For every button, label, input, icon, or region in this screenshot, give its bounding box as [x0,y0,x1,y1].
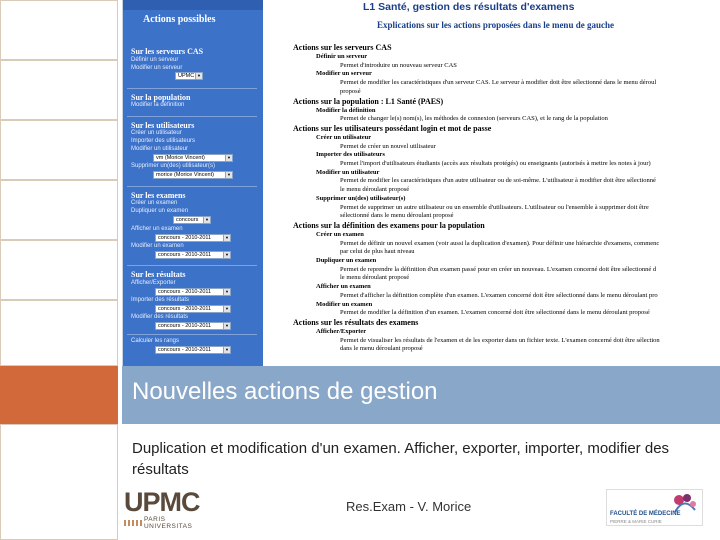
sidebar-section-users: Sur les utilisateurs [131,121,195,130]
help-description: Permet de modifier les caractéristiques d'un serveur CAS. Le serveur à modifier doit être sélectionné dans le menu déroul [340,79,657,87]
chevron-down-icon: ▼ [225,172,232,178]
help-action-title: Dupliquer un examen [316,257,377,264]
chevron-down-icon: ▼ [223,306,230,312]
delete-user-select-value: morice (Morice Vincent) [156,172,214,178]
sidebar-link-define-server[interactable]: Définir un serveur [131,57,179,63]
help-section-heading: Actions sur la définition des examens pour la population [293,220,485,230]
slide-footer: Res.Exam - V. Morice [346,499,472,514]
help-action-title: Afficher un examen [316,283,371,291]
decor-cell [0,180,118,240]
upmc-logo [124,487,216,530]
help-description: dans le menu déroulant proposé [340,345,423,353]
sidebar-divider [127,186,257,187]
sidebar-link-modify-results[interactable]: Modifier des résultats [131,314,189,320]
help-description: proposé [340,87,361,95]
sidebar-divider [127,88,257,89]
sidebar-link-create-user[interactable]: Créer un utilisateur [131,130,182,136]
slide-title-band [122,366,720,424]
sidebar-link-show-exam[interactable]: Afficher un examen [131,226,183,232]
logo-stripes-icon [124,520,142,526]
delete-user-select[interactable] [153,171,233,179]
help-action-title: Créer un examen [316,230,364,238]
help-description: Permet de définir un nouvel examen (voir aussi la duplication d'examen). Pour définir une hiérarchie d'examens, commenc [340,239,660,247]
export-results-select-value: concours - 2010-2011 [158,289,212,295]
page-subtitle: Explications sur les actions proposées dans le menu de gauche [377,20,614,30]
sidebar-section-results: Sur les résultats [131,270,186,279]
help-description: Permet de visualiser les résultats de l'examen et de les exporter dans un fichier texte. L'examen concerné doit être sélection [340,336,660,344]
sidebar-section-population: Sur la population [131,93,191,102]
sidebar-link-create-exam[interactable]: Créer un examen [131,200,178,206]
user-select[interactable] [153,154,233,162]
modify-results-select[interactable] [155,322,231,330]
decor-cell [0,120,118,180]
help-description: le menu déroulant proposé [340,274,410,282]
help-description: Permet l'import d'utilisateurs étudiants (accès aux résultats protégés) ou enseignants (autorisés à mettre les notes à jour) [340,160,651,167]
help-description: Permet de créer un nouvel utilisateur [340,142,436,150]
decor-cell [0,60,118,120]
chevron-down-icon: ▼ [223,252,230,258]
chevron-down-icon: ▼ [223,289,230,295]
help-content [263,0,720,366]
help-section-heading: Actions sur les utilisateurs possédant login et mot de passe [293,123,492,133]
modify-results-select-value: concours - 2010-2011 [158,323,212,329]
sidebar-divider [127,334,257,335]
sidebar-link-modify-exam[interactable]: Modifier un examen [131,243,184,249]
help-action-title: Modifier un examen [316,300,373,308]
help-description: sélectionné dans le menu déroulant proposé [340,212,454,220]
help-section-heading: Actions sur les serveurs CAS [293,43,392,52]
chevron-down-icon: ▼ [223,347,230,353]
actions-sidebar [123,0,263,366]
help-description: Permet de reprendre la définition d'un examen passé pour en créer un nouveau. L'examen concerné doit être sélectionné d [340,265,657,273]
sidebar-title: Actions possibles [143,14,216,25]
duplicate-exam-select-value: concours [176,217,199,223]
help-action-title: Créer un utilisateur [316,133,372,141]
sidebar-topbar [123,0,263,10]
upmc-logo-subline [124,516,216,530]
decor-cell [0,300,118,366]
help-section-heading: Actions sur la population : L1 Santé (PAES) [293,96,444,106]
upmc-logo-letters: UPMC [124,487,200,517]
slide-body-text: Duplication et modification d'un examen. Afficher, exporter, importer, modifier des résultats [132,440,670,478]
help-description: par celui de plus haut niveau [340,248,415,256]
help-action-title: Importer des utilisateurs [316,151,385,159]
page-title: L1 Santé, gestion des résultats d'examens [363,1,575,13]
help-description: Permet de changer le(s) nom(s), les méthodes de connexion (serveurs CAS), et le rang de la population [340,115,608,123]
faculty-logo-line1: FACULTÉ DE MÉDECINE [610,511,681,517]
help-description: le menu déroulant proposé [340,186,410,194]
chevron-down-icon: ▼ [195,73,202,79]
help-action-title: Modifier la définition [316,106,376,114]
app-screenshot [122,0,720,366]
upmc-logo-subtitle: PARIS UNIVERSITAS [143,516,193,530]
import-results-select[interactable] [155,305,231,313]
sidebar-link-modify-user[interactable]: Modifier un utilisateur [131,146,189,152]
ranks-select[interactable] [155,346,231,354]
user-select-value: vm (Morice Vincent) [156,155,205,161]
sidebar-link-import-results[interactable]: Importer des résultats [131,297,190,303]
show-exam-select-value: concours - 2010-2011 [158,235,212,241]
faculty-logo-line2: PIERRE & MARIE CURIE [610,519,662,524]
sidebar-divider [127,116,257,117]
sidebar-section-cas: Sur les serveurs CAS [131,47,204,56]
decor-cell [0,240,118,300]
help-action-title: Définir un serveur [316,53,368,60]
sidebar-link-modify-definition[interactable]: Modifier la définition [131,102,185,108]
sidebar-link-duplicate-exam[interactable]: Dupliquer un examen [131,208,189,214]
modify-exam-select[interactable] [155,251,231,259]
show-exam-select[interactable] [155,234,231,242]
help-description: Permet d'introduire un nouveau serveur CAS [340,61,457,69]
help-description: Permet de supprimer un autre utilisateur ou un ensemble d'utilisateurs. L'utilisateur ou l'ensemble à supprimer doit être [340,203,649,211]
slide-title: Nouvelles actions de gestion [132,378,438,405]
sidebar-link-compute-ranks[interactable]: Calculer les rangs [131,338,180,344]
sidebar-section-exams: Sur les examens [131,191,186,200]
ranks-select-value: concours - 2010-2011 [158,347,212,353]
slide-decor-grid [0,0,122,540]
sidebar-link-modify-server[interactable]: Modifier un serveur [131,65,183,71]
sidebar-link-delete-users[interactable]: Supprimer un(des) utilisateur(s) [131,163,216,169]
duplicate-exam-select[interactable] [173,216,211,224]
help-description: Permet d'afficher la définition complète d'un examen. L'examen concerné doit être sélectionné dans le menu déroulant pro [340,291,658,299]
accent-block [0,366,118,424]
sidebar-divider [127,265,257,266]
chevron-down-icon: ▼ [223,235,230,241]
chevron-down-icon: ▼ [223,323,230,329]
help-section-heading: Actions sur les résultats des examens [293,317,419,327]
modify-exam-select-value: concours - 2010-2011 [158,252,212,258]
help-action-title: Modifier un serveur [316,70,372,78]
decor-cell [0,424,118,540]
export-results-select[interactable] [155,288,231,296]
help-action-title: Afficher/Exporter [316,327,367,335]
help-description: Permet de modifier la définition d'un examen. L'examen concerné doit être sélectionné dans le menu déroulant proposé [340,309,650,317]
help-action-title: Modifier un utilisateur [316,168,380,176]
faculty-logo [606,489,703,526]
import-results-select-value: concours - 2010-2011 [158,306,212,312]
help-description: Permet de modifier les caractéristiques d'un autre utilisateur ou de soi-même. L'utilisateur à modifier doit être sélectionné [340,177,656,185]
chevron-down-icon: ▼ [203,217,210,223]
server-select[interactable] [175,72,203,80]
decor-cell [0,0,118,60]
sidebar-link-import-users[interactable]: Importer des utilisateurs [131,138,196,144]
sidebar-link-show-export[interactable]: Afficher/Exporter [131,280,176,286]
help-action-title: Supprimer un(des) utilisateur(s) [316,194,406,202]
chevron-down-icon: ▼ [225,155,232,161]
server-select-value: UPMC [178,73,195,79]
